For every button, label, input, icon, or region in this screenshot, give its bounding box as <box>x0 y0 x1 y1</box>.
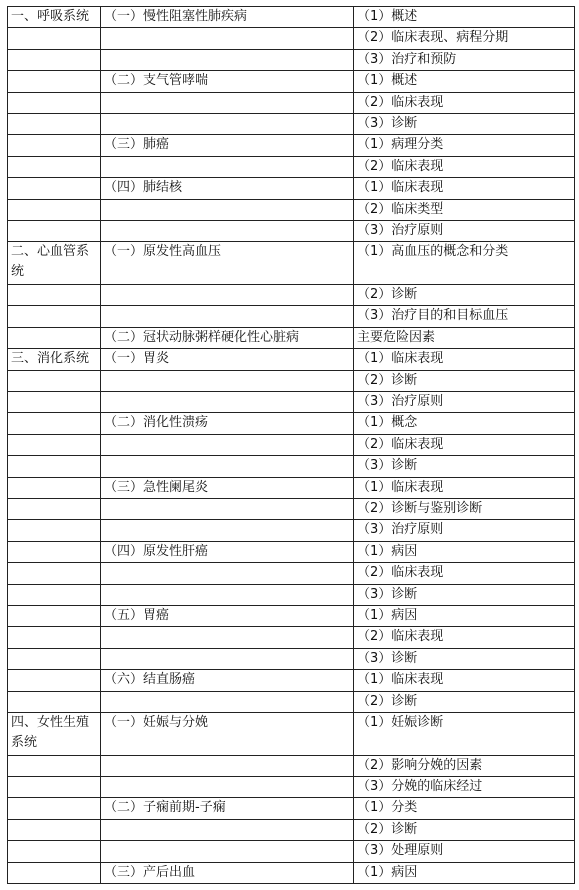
table-row <box>8 605 575 626</box>
topic-cell: （2）诊断 <box>354 819 575 840</box>
system-cell <box>8 541 101 562</box>
system-cell <box>8 627 101 648</box>
table-row <box>8 220 575 241</box>
topic-cell: （1）病理分类 <box>354 135 575 156</box>
topic-cell: （1）概述 <box>354 7 575 28</box>
disease-cell <box>101 691 354 712</box>
system-cell <box>8 755 101 776</box>
disease-cell <box>101 92 354 113</box>
system-cell <box>8 670 101 691</box>
topic-cell: （3）治疗目的和目标血压 <box>354 306 575 327</box>
disease-cell <box>101 819 354 840</box>
topic-cell: （1）高血压的概念和分类 <box>354 242 575 285</box>
table-row <box>8 563 575 584</box>
topic-cell: （1）临床表现 <box>354 178 575 199</box>
table-row <box>8 841 575 862</box>
disease-cell: （一）原发性高血压 <box>101 242 354 285</box>
topic-cell: （2）影响分娩的因素 <box>354 755 575 776</box>
disease-cell: （三）肺癌 <box>101 135 354 156</box>
table-row <box>8 178 575 199</box>
table-row <box>8 627 575 648</box>
table-row <box>8 712 575 755</box>
topic-cell: （3）治疗原则 <box>354 220 575 241</box>
system-cell: 一、呼吸系统 <box>8 7 101 28</box>
topic-cell: （2）诊断 <box>354 691 575 712</box>
topic-cell: （3）诊断 <box>354 648 575 669</box>
topic-cell: （1）概念 <box>354 413 575 434</box>
system-cell <box>8 605 101 626</box>
disease-cell <box>101 755 354 776</box>
topic-cell: （2）临床表现 <box>354 434 575 455</box>
disease-cell <box>101 584 354 605</box>
topic-cell: （2）临床表现 <box>354 156 575 177</box>
table-row <box>8 92 575 113</box>
topic-cell: （3）诊断 <box>354 113 575 134</box>
topic-cell: （3）诊断 <box>354 456 575 477</box>
system-cell <box>8 584 101 605</box>
table-row <box>8 71 575 92</box>
system-cell <box>8 135 101 156</box>
disease-cell <box>101 113 354 134</box>
table-row <box>8 777 575 798</box>
system-cell <box>8 456 101 477</box>
table-row <box>8 691 575 712</box>
table-row <box>8 327 575 348</box>
disease-cell <box>101 563 354 584</box>
table-row <box>8 819 575 840</box>
table-row <box>8 755 575 776</box>
topic-cell: （1）概述 <box>354 71 575 92</box>
topic-cell: （1）分类 <box>354 798 575 819</box>
table-row <box>8 648 575 669</box>
table-row <box>8 199 575 220</box>
table-row <box>8 349 575 370</box>
disease-cell: （六）结直肠癌 <box>101 670 354 691</box>
table-row <box>8 156 575 177</box>
disease-cell <box>101 28 354 49</box>
system-cell <box>8 306 101 327</box>
disease-cell <box>101 392 354 413</box>
system-cell <box>8 49 101 70</box>
table-row <box>8 499 575 520</box>
topic-cell: （1）临床表现 <box>354 477 575 498</box>
system-cell <box>8 819 101 840</box>
system-cell <box>8 370 101 391</box>
system-cell <box>8 178 101 199</box>
disease-cell <box>101 306 354 327</box>
system-cell <box>8 477 101 498</box>
disease-cell: （三）产后出血 <box>101 862 354 883</box>
system-cell: 三、消化系统 <box>8 349 101 370</box>
table-row <box>8 541 575 562</box>
disease-cell <box>101 370 354 391</box>
disease-cell: （二）支气管哮喘 <box>101 71 354 92</box>
table-row <box>8 477 575 498</box>
system-cell <box>8 92 101 113</box>
disease-cell <box>101 456 354 477</box>
topic-cell: （1）病因 <box>354 541 575 562</box>
disease-cell <box>101 841 354 862</box>
system-cell <box>8 327 101 348</box>
system-cell <box>8 71 101 92</box>
system-cell <box>8 798 101 819</box>
system-cell <box>8 563 101 584</box>
topic-cell: （3）治疗和预防 <box>354 49 575 70</box>
disease-cell <box>101 499 354 520</box>
system-cell <box>8 841 101 862</box>
topic-cell: （2）诊断 <box>354 370 575 391</box>
disease-cell: （四）肺结核 <box>101 178 354 199</box>
disease-cell: （一）胃炎 <box>101 349 354 370</box>
disease-cell: （三）急性阑尾炎 <box>101 477 354 498</box>
table-row <box>8 520 575 541</box>
topic-cell: （3）治疗原则 <box>354 520 575 541</box>
table-row <box>8 49 575 70</box>
disease-cell <box>101 49 354 70</box>
system-cell <box>8 220 101 241</box>
disease-cell: （一）妊娠与分娩 <box>101 712 354 755</box>
table-row <box>8 28 575 49</box>
table-row <box>8 798 575 819</box>
table-row <box>8 584 575 605</box>
table-row <box>8 242 575 285</box>
disease-cell: （五）胃癌 <box>101 605 354 626</box>
topic-cell: （1）临床表现 <box>354 349 575 370</box>
system-cell <box>8 113 101 134</box>
table-row <box>8 434 575 455</box>
system-cell <box>8 413 101 434</box>
table-row <box>8 862 575 883</box>
disease-cell <box>101 520 354 541</box>
system-cell <box>8 392 101 413</box>
table-row <box>8 7 575 28</box>
topic-cell: （3）分娩的临床经过 <box>354 777 575 798</box>
disease-cell: （二）消化性溃疡 <box>101 413 354 434</box>
disease-cell <box>101 434 354 455</box>
disease-cell <box>101 648 354 669</box>
table-row <box>8 392 575 413</box>
topic-cell: （1）妊娠诊断 <box>354 712 575 755</box>
topic-cell: （1）临床表现 <box>354 670 575 691</box>
system-cell <box>8 520 101 541</box>
system-cell <box>8 156 101 177</box>
topic-cell: （3）处理原则 <box>354 841 575 862</box>
system-cell <box>8 648 101 669</box>
table-row <box>8 135 575 156</box>
table-row <box>8 306 575 327</box>
topic-cell: （1）病因 <box>354 605 575 626</box>
table-row <box>8 456 575 477</box>
table-row <box>8 370 575 391</box>
topic-cell: （2）诊断 <box>354 285 575 306</box>
system-cell <box>8 499 101 520</box>
system-cell: 二、心血管系统 <box>8 242 101 285</box>
disease-cell <box>101 156 354 177</box>
system-cell <box>8 434 101 455</box>
disease-cell: （四）原发性肝癌 <box>101 541 354 562</box>
system-cell <box>8 285 101 306</box>
disease-cell <box>101 627 354 648</box>
system-cell <box>8 777 101 798</box>
topic-cell: （2）临床表现 <box>354 563 575 584</box>
disease-cell <box>101 285 354 306</box>
topic-cell: （2）临床表现、病程分期 <box>354 28 575 49</box>
topic-cell: （1）病因 <box>354 862 575 883</box>
disease-cell: （二）冠状动脉粥样硬化性心脏病 <box>101 327 354 348</box>
system-cell <box>8 199 101 220</box>
table-row <box>8 285 575 306</box>
table-row <box>8 670 575 691</box>
topic-cell: （2）临床类型 <box>354 199 575 220</box>
system-cell: 四、女性生殖系统 <box>8 712 101 755</box>
topic-cell: （2）临床表现 <box>354 627 575 648</box>
table-row <box>8 113 575 134</box>
topic-cell: 主要危险因素 <box>354 327 575 348</box>
table-row <box>8 413 575 434</box>
disease-cell <box>101 199 354 220</box>
disease-cell: （二）子痫前期-子痫 <box>101 798 354 819</box>
system-cell <box>8 862 101 883</box>
topic-cell: （3）诊断 <box>354 584 575 605</box>
disease-cell: （一）慢性阻塞性肺疾病 <box>101 7 354 28</box>
disease-cell <box>101 220 354 241</box>
disease-cell <box>101 777 354 798</box>
system-cell <box>8 28 101 49</box>
topic-cell: （2）诊断与鉴别诊断 <box>354 499 575 520</box>
topic-cell: （2）临床表现 <box>354 92 575 113</box>
topic-cell: （3）治疗原则 <box>354 392 575 413</box>
system-cell <box>8 691 101 712</box>
syllabus-table <box>7 6 575 884</box>
syllabus-table-body <box>8 7 575 884</box>
